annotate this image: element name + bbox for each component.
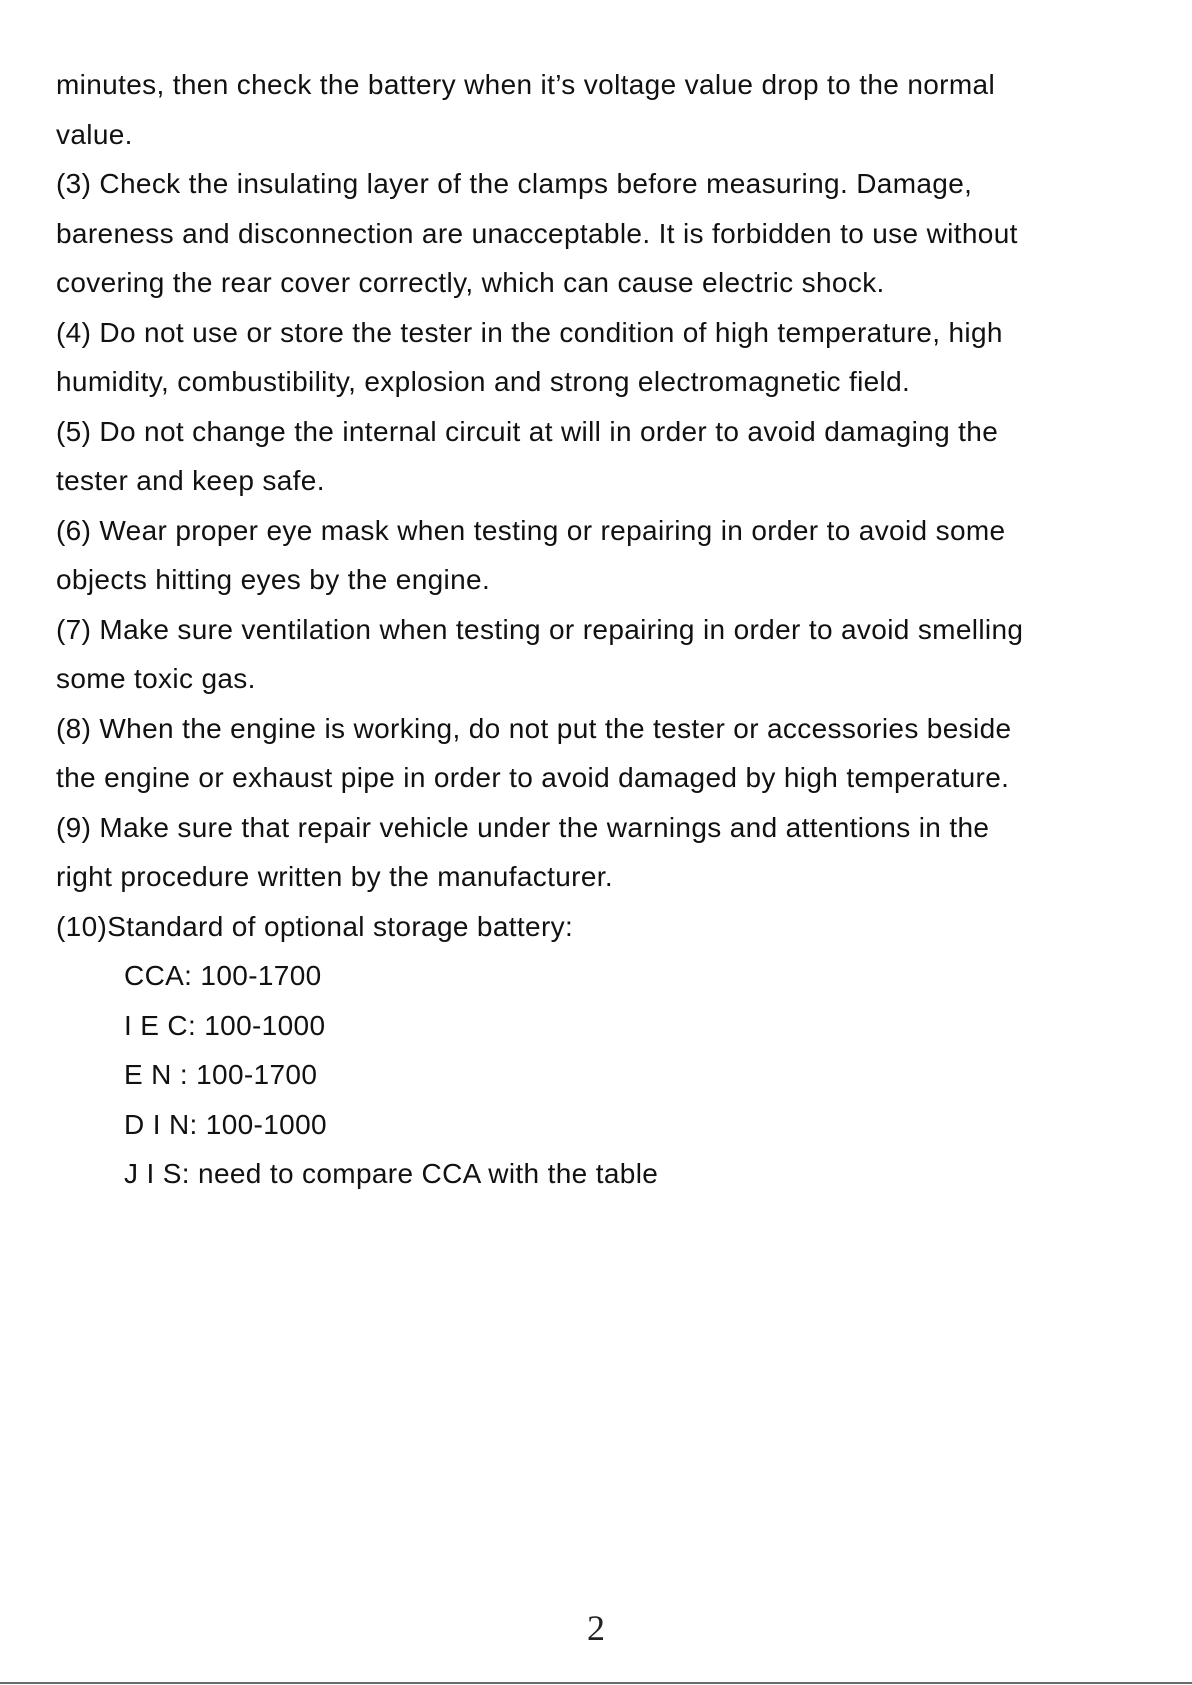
battery-standard-cca: CCA: 100-1700 <box>124 960 322 991</box>
precaution-item-8: (8) When the engine is working, do not put the tester or accessories beside <box>56 712 1012 744</box>
text-line: the engine or exhaust pipe in order to avoid damaged by high temperature. <box>56 762 1010 793</box>
text-line: right procedure written by the manufacturer. <box>56 861 614 892</box>
text-line: value. <box>56 118 133 150</box>
battery-standard-jis: J I S: need to compare CCA with the table <box>124 1158 659 1189</box>
page-number: 2 <box>587 1608 605 1648</box>
precaution-item-6: (6) Wear proper eye mask when testing or repairing in order to avoid some <box>56 514 1006 546</box>
text-line: covering the rear cover correctly, which can cause electric shock. <box>56 267 885 298</box>
precaution-item-3: (3) Check the insulating layer of the clamps before measuring. Damage, <box>56 168 973 199</box>
text-line: some toxic gas. <box>56 663 256 694</box>
text-line: minutes, then check the battery when it’s voltage value drop to the normal <box>56 69 996 100</box>
precaution-item-7: (7) Make sure ventilation when testing or repairing in order to avoid smelling <box>56 613 1024 645</box>
text-line: objects hitting eyes by the engine. <box>56 564 491 595</box>
text-line: humidity, combustibility, explosion and strong electromagnetic field. <box>56 366 911 397</box>
precaution-item-9: (9) Make sure that repair vehicle under the warnings and attentions in the <box>56 811 990 843</box>
text-line: bareness and disconnection are unacceptable. It is forbidden to use without <box>56 217 1018 249</box>
battery-standard-en: E N : 100-1700 <box>124 1059 318 1090</box>
bottom-border <box>0 1682 1192 1684</box>
battery-standard-iec: I E C: 100-1000 <box>124 1009 326 1041</box>
precaution-item-10: (10)Standard of optional storage battery: <box>56 910 574 942</box>
page-body <box>56 60 1166 1199</box>
battery-standard-din: D I N: 100-1000 <box>124 1108 327 1140</box>
precaution-item-4: (4) Do not use or store the tester in the condition of high temperature, high <box>56 316 1003 348</box>
text-line: tester and keep safe. <box>56 465 325 496</box>
precaution-item-5: (5) Do not change the internal circuit at will in order to avoid damaging the <box>56 415 999 447</box>
